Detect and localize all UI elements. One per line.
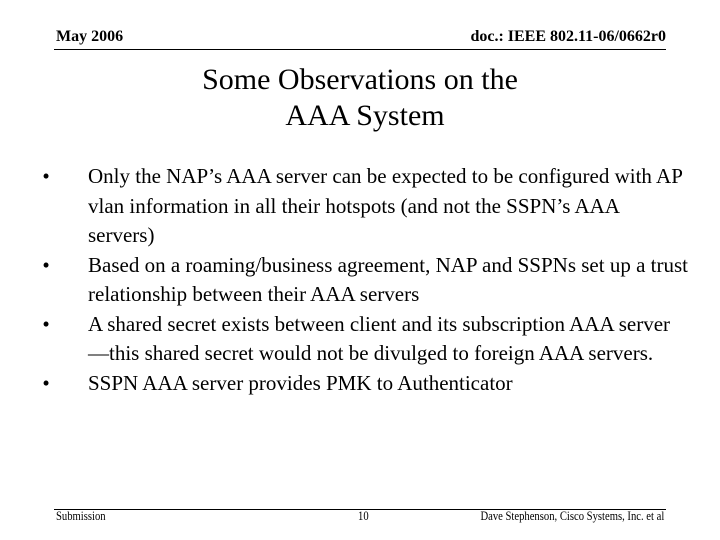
bullet-icon: • bbox=[42, 311, 50, 336]
bullet-item bbox=[30, 162, 690, 251]
header-date: May 2006 bbox=[56, 28, 124, 45]
bullet-icon: • bbox=[42, 252, 50, 277]
bullet-text: A shared secret exists between client and its subscription AAA server—this shared secret would not be divulged to foreign AAA servers. bbox=[88, 311, 671, 365]
slide-title-line-1: Some Observations on the bbox=[202, 63, 518, 96]
bullet-text: Only the NAP’s AAA server can be expected to be configured with AP vlan information in all their hotspots (and not the SSPN’s AAA servers) bbox=[88, 164, 683, 247]
footer-page-number: 10 bbox=[358, 509, 369, 523]
footer-author: Dave Stephenson, Cisco Systems, Inc. et al bbox=[480, 509, 664, 523]
bullet-item bbox=[30, 251, 690, 310]
slide-title-line-2: AAA System bbox=[285, 99, 445, 132]
bullet-text: Based on a roaming/business agreement, NAP and SSPNs set up a trust relationship between their AAA servers bbox=[88, 252, 688, 306]
header-doc-id: doc.: IEEE 802.11-06/0662r0 bbox=[470, 28, 666, 45]
bullet-item bbox=[30, 310, 690, 369]
bullet-icon: • bbox=[42, 370, 50, 395]
bullet-list bbox=[30, 162, 690, 398]
footer-submission: Submission bbox=[56, 509, 106, 523]
bullet-text: SSPN AAA server provides PMK to Authenticator bbox=[88, 370, 513, 395]
slide-title bbox=[0, 62, 720, 134]
header-divider bbox=[54, 49, 666, 50]
bullet-item bbox=[30, 369, 690, 399]
bullet-icon: • bbox=[42, 164, 50, 188]
